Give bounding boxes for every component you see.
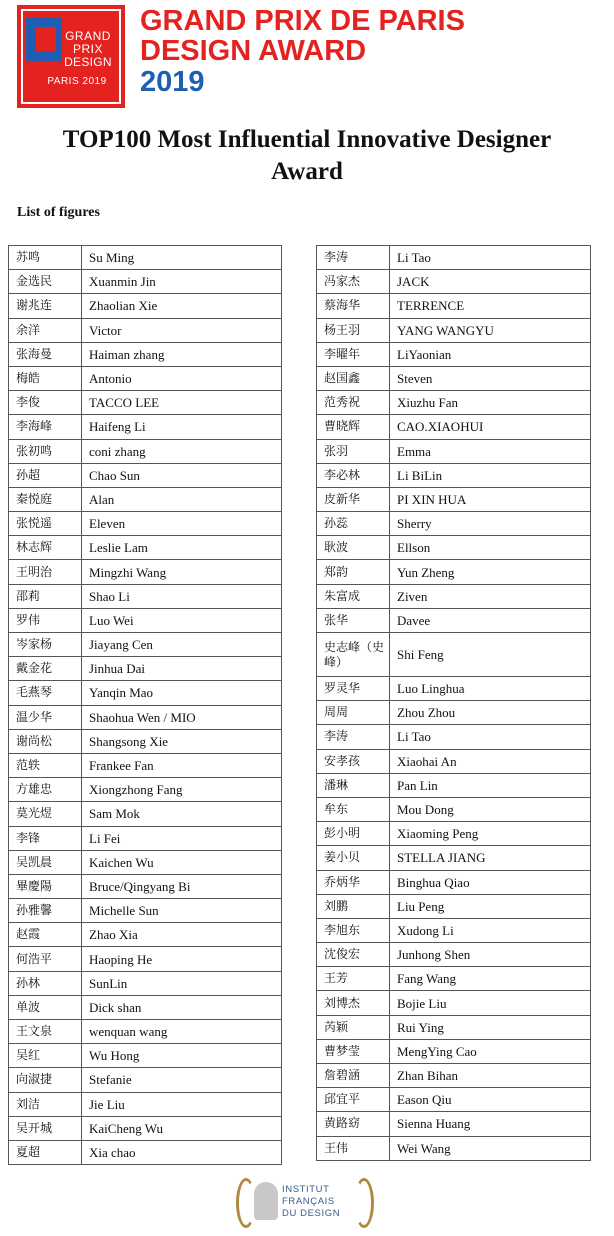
table-row	[9, 608, 282, 632]
table-row	[317, 560, 591, 584]
chinese-name-cell: 金选民	[9, 270, 82, 294]
chinese-name-cell: 李锋	[9, 826, 82, 850]
table-row	[317, 725, 591, 749]
table-row	[9, 923, 282, 947]
english-name-cell: Jinhua Dai	[82, 657, 282, 681]
table-row	[317, 967, 591, 991]
table-row	[9, 439, 282, 463]
table-row	[9, 584, 282, 608]
english-name-cell: Li Fei	[82, 826, 282, 850]
english-name-cell: Eleven	[82, 512, 282, 536]
chinese-name-cell: 何浩平	[9, 947, 82, 971]
laurel-right-icon	[354, 1178, 374, 1228]
chinese-name-cell: 王明治	[9, 560, 82, 584]
english-name-cell: JACK	[390, 270, 591, 294]
table-row	[9, 874, 282, 898]
english-name-cell: Zhao Xia	[82, 923, 282, 947]
table-row	[9, 536, 282, 560]
chinese-name-cell: 张初鸣	[9, 439, 82, 463]
table-row	[317, 1112, 591, 1136]
table-row	[9, 657, 282, 681]
chinese-name-cell: 曹晓辉	[317, 415, 390, 439]
chinese-name-cell: 吴开城	[9, 1116, 82, 1140]
award-title	[0, 124, 614, 188]
table-row	[317, 1015, 591, 1039]
english-name-cell: MengYing Cao	[390, 1039, 591, 1063]
chinese-name-cell: 莫光煜	[9, 802, 82, 826]
chinese-name-cell: 刘洁	[9, 1092, 82, 1116]
table-row	[9, 899, 282, 923]
chinese-name-cell: 张海曼	[9, 342, 82, 366]
table-row	[317, 246, 591, 270]
english-name-cell: Xia chao	[82, 1140, 282, 1164]
english-name-cell: Shi Feng	[390, 633, 591, 677]
table-row	[9, 318, 282, 342]
institut-francais-logo	[234, 1176, 384, 1228]
chinese-name-cell: 畢慶陽	[9, 874, 82, 898]
chinese-name-cell: 秦悦庭	[9, 487, 82, 511]
chinese-name-cell: 罗伟	[9, 608, 82, 632]
english-name-cell: Jie Liu	[82, 1092, 282, 1116]
chinese-name-cell: 温少华	[9, 705, 82, 729]
table-row	[9, 778, 282, 802]
table-row	[9, 270, 282, 294]
english-name-cell: Leslie Lam	[82, 536, 282, 560]
english-name-cell: Wu Hong	[82, 1044, 282, 1068]
table-row	[317, 366, 591, 390]
chinese-name-cell: 芮颖	[317, 1015, 390, 1039]
chinese-name-cell: 苏鸣	[9, 246, 82, 270]
english-name-cell: Kaichen Wu	[82, 850, 282, 874]
english-name-cell: CAO.XIAOHUI	[390, 415, 591, 439]
english-name-cell: PI XIN HUA	[390, 487, 591, 511]
english-name-cell: Zhaolian Xie	[82, 294, 282, 318]
english-name-cell: Haiman zhang	[82, 342, 282, 366]
english-name-cell: Alan	[82, 487, 282, 511]
chinese-name-cell: 范轶	[9, 753, 82, 777]
table-row	[9, 246, 282, 270]
table-row	[9, 294, 282, 318]
chinese-name-cell: 皮新华	[317, 487, 390, 511]
table-row	[9, 826, 282, 850]
table-row	[317, 773, 591, 797]
table-row	[317, 677, 591, 701]
table-row	[9, 342, 282, 366]
footer-text-francais: FRANÇAIS	[282, 1196, 335, 1207]
chinese-name-cell: 杨王羽	[317, 318, 390, 342]
table-row	[9, 705, 282, 729]
table-row	[9, 971, 282, 995]
table-row	[317, 608, 591, 632]
english-name-cell: Dick shan	[82, 995, 282, 1019]
english-name-cell: Li Tao	[390, 246, 591, 270]
english-name-cell: Shao Li	[82, 584, 282, 608]
english-name-cell: Chao Sun	[82, 463, 282, 487]
english-name-cell: Su Ming	[82, 246, 282, 270]
table-row	[9, 681, 282, 705]
english-name-cell: Eason Qiu	[390, 1088, 591, 1112]
table-row	[317, 749, 591, 773]
english-name-cell: Haoping He	[82, 947, 282, 971]
english-name-cell: Li BiLin	[390, 463, 591, 487]
chinese-name-cell: 张羽	[317, 439, 390, 463]
award-title-line-1: TOP100 Most Influential Innovative Designer	[62, 126, 552, 153]
bust-icon	[254, 1182, 278, 1220]
table-row	[317, 918, 591, 942]
chinese-name-cell: 彭小明	[317, 822, 390, 846]
table-row	[9, 753, 282, 777]
table-row	[317, 512, 591, 536]
table-row	[9, 1020, 282, 1044]
table-row	[9, 366, 282, 390]
table-row	[9, 1044, 282, 1068]
chinese-name-cell: 黄路窈	[317, 1112, 390, 1136]
table-row	[317, 415, 591, 439]
chinese-name-cell: 林志辉	[9, 536, 82, 560]
chinese-name-cell: 孙蕊	[317, 512, 390, 536]
chinese-name-cell: 范秀祝	[317, 391, 390, 415]
table-row	[9, 802, 282, 826]
table-row	[9, 850, 282, 874]
chinese-name-cell: 邵莉	[9, 584, 82, 608]
chinese-name-cell: 潘琳	[317, 773, 390, 797]
right-table-body	[317, 246, 591, 1161]
table-row	[317, 536, 591, 560]
english-name-cell: Victor	[82, 318, 282, 342]
chinese-name-cell: 戴金花	[9, 657, 82, 681]
english-name-cell: Haifeng Li	[82, 415, 282, 439]
table-row	[317, 846, 591, 870]
chinese-name-cell: 牟东	[317, 797, 390, 821]
chinese-name-cell: 谢兆连	[9, 294, 82, 318]
table-row	[317, 943, 591, 967]
table-row	[9, 1092, 282, 1116]
brand-line-2: DESIGN AWARD	[140, 35, 367, 68]
chinese-name-cell: 冯家杰	[317, 270, 390, 294]
chinese-name-cell: 毛燕琴	[9, 681, 82, 705]
table-row	[317, 1064, 591, 1088]
table-row	[317, 1039, 591, 1063]
chinese-name-cell: 刘博杰	[317, 991, 390, 1015]
chinese-name-cell: 李曜年	[317, 342, 390, 366]
english-name-cell: STELLA JIANG	[390, 846, 591, 870]
table-row	[9, 1140, 282, 1164]
chinese-name-cell: 孙林	[9, 971, 82, 995]
english-name-cell: Xiongzhong Fang	[82, 778, 282, 802]
english-name-cell: Rui Ying	[390, 1015, 591, 1039]
english-name-cell: Sienna Huang	[390, 1112, 591, 1136]
chinese-name-cell: 谢尚松	[9, 729, 82, 753]
chinese-name-cell: 吴红	[9, 1044, 82, 1068]
english-name-cell: coni zhang	[82, 439, 282, 463]
chinese-name-cell: 朱富成	[317, 584, 390, 608]
chinese-name-cell: 孙超	[9, 463, 82, 487]
chinese-name-cell: 赵国鑫	[317, 366, 390, 390]
table-row	[317, 270, 591, 294]
chinese-name-cell: 罗灵华	[317, 677, 390, 701]
chinese-name-cell: 王文泉	[9, 1020, 82, 1044]
footer-text-institut: INSTITUT	[282, 1184, 330, 1195]
chinese-name-cell: 王芳	[317, 967, 390, 991]
chinese-name-cell: 史志峰（史峰）	[317, 633, 390, 677]
table-row	[317, 991, 591, 1015]
logo-text-paris-year: PARIS 2019	[47, 76, 107, 87]
logo-text-prix: PRIX	[72, 42, 103, 56]
left-table-body	[9, 246, 282, 1165]
english-name-cell: Xiaoming Peng	[390, 822, 591, 846]
chinese-name-cell: 岑家杨	[9, 633, 82, 657]
table-row	[9, 463, 282, 487]
english-name-cell: Wei Wang	[390, 1136, 591, 1160]
table-row	[9, 512, 282, 536]
english-name-cell: Mou Dong	[390, 797, 591, 821]
english-name-cell: Liu Peng	[390, 894, 591, 918]
english-name-cell: TERRENCE	[390, 294, 591, 318]
english-name-cell: Ellson	[390, 536, 591, 560]
brand-line-1: GRAND PRIX DE PARIS	[140, 5, 465, 37]
english-name-cell: Antonio	[82, 366, 282, 390]
table-row	[317, 870, 591, 894]
gpd-logo	[17, 5, 125, 108]
award-title-line-2: Award	[271, 158, 343, 185]
english-name-cell: Xuanmin Jin	[82, 270, 282, 294]
chinese-name-cell: 曹梦莹	[317, 1039, 390, 1063]
english-name-cell: Shaohua Wen / MIO	[82, 705, 282, 729]
logo-text-grand: GRAND	[65, 29, 111, 43]
english-name-cell: Mingzhi Wang	[82, 560, 282, 584]
table-row	[9, 1068, 282, 1092]
chinese-name-cell: 张华	[317, 608, 390, 632]
table-row	[9, 947, 282, 971]
chinese-name-cell: 夏超	[9, 1140, 82, 1164]
table-row	[317, 797, 591, 821]
english-name-cell: Pan Lin	[390, 773, 591, 797]
english-name-cell: Shangsong Xie	[82, 729, 282, 753]
table-row	[317, 701, 591, 725]
chinese-name-cell: 郑韵	[317, 560, 390, 584]
chinese-name-cell: 詹碧涵	[317, 1064, 390, 1088]
english-name-cell: Bojie Liu	[390, 991, 591, 1015]
table-row	[317, 391, 591, 415]
english-name-cell: Zhou Zhou	[390, 701, 591, 725]
chinese-name-cell: 单波	[9, 995, 82, 1019]
chinese-name-cell: 赵霞	[9, 923, 82, 947]
english-name-cell: Li Tao	[390, 725, 591, 749]
table-row	[9, 415, 282, 439]
english-name-cell: Michelle Sun	[82, 899, 282, 923]
table-row	[317, 342, 591, 366]
brand-heading	[140, 6, 465, 97]
chinese-name-cell: 李必林	[317, 463, 390, 487]
english-name-cell: TACCO LEE	[82, 391, 282, 415]
footer-text-du-design: DU DESIGN	[282, 1208, 341, 1219]
chinese-name-cell: 李旭东	[317, 918, 390, 942]
chinese-name-cell: 向淑捷	[9, 1068, 82, 1092]
table-row	[9, 729, 282, 753]
english-name-cell: Luo Linghua	[390, 677, 591, 701]
table-row	[317, 822, 591, 846]
english-name-cell: Xudong Li	[390, 918, 591, 942]
english-name-cell: Jiayang Cen	[82, 633, 282, 657]
english-name-cell: Steven	[390, 366, 591, 390]
table-row	[9, 391, 282, 415]
english-name-cell: Yun Zheng	[390, 560, 591, 584]
chinese-name-cell: 梅皓	[9, 366, 82, 390]
english-name-cell: Davee	[390, 608, 591, 632]
chinese-name-cell: 沈俊宏	[317, 943, 390, 967]
table-row	[317, 439, 591, 463]
table-row	[317, 894, 591, 918]
chinese-name-cell: 李海峰	[9, 415, 82, 439]
chinese-name-cell: 方雄忠	[9, 778, 82, 802]
english-name-cell: Fang Wang	[390, 967, 591, 991]
chinese-name-cell: 蔡海华	[317, 294, 390, 318]
english-name-cell: Stefanie	[82, 1068, 282, 1092]
english-name-cell: Junhong Shen	[390, 943, 591, 967]
chinese-name-cell: 邱宜平	[317, 1088, 390, 1112]
chinese-name-cell: 乔炳华	[317, 870, 390, 894]
english-name-cell: Xiuzhu Fan	[390, 391, 591, 415]
table-row	[9, 995, 282, 1019]
table-row	[317, 294, 591, 318]
table-row	[317, 318, 591, 342]
chinese-name-cell: 余洋	[9, 318, 82, 342]
english-name-cell: SunLin	[82, 971, 282, 995]
table-row	[9, 1116, 282, 1140]
left-name-table	[8, 245, 282, 1165]
english-name-cell: Binghua Qiao	[390, 870, 591, 894]
english-name-cell: Sam Mok	[82, 802, 282, 826]
table-row	[317, 633, 591, 677]
english-name-cell: Luo Wei	[82, 608, 282, 632]
chinese-name-cell: 李涛	[317, 725, 390, 749]
chinese-name-cell: 周周	[317, 701, 390, 725]
table-row	[9, 633, 282, 657]
chinese-name-cell: 刘鹏	[317, 894, 390, 918]
english-name-cell: Sherry	[390, 512, 591, 536]
chinese-name-cell: 张悦遥	[9, 512, 82, 536]
english-name-cell: wenquan wang	[82, 1020, 282, 1044]
table-row	[317, 1088, 591, 1112]
english-name-cell: Frankee Fan	[82, 753, 282, 777]
table-row	[317, 463, 591, 487]
chinese-name-cell: 姜小贝	[317, 846, 390, 870]
chinese-name-cell: 李俊	[9, 391, 82, 415]
chinese-name-cell: 安孝孩	[317, 749, 390, 773]
list-label: List of figures	[17, 205, 100, 220]
english-name-cell: Bruce/Qingyang Bi	[82, 874, 282, 898]
laurel-left-icon	[236, 1178, 256, 1228]
english-name-cell: Ziven	[390, 584, 591, 608]
table-row	[9, 487, 282, 511]
english-name-cell: Yanqin Mao	[82, 681, 282, 705]
chinese-name-cell: 王伟	[317, 1136, 390, 1160]
chinese-name-cell: 孙雅馨	[9, 899, 82, 923]
english-name-cell: YANG WANGYU	[390, 318, 591, 342]
table-row	[317, 584, 591, 608]
logo-text-design: DESIGN	[64, 55, 112, 69]
english-name-cell: Zhan Bihan	[390, 1064, 591, 1088]
english-name-cell: Xiaohai An	[390, 749, 591, 773]
chinese-name-cell: 李涛	[317, 246, 390, 270]
brand-year: 2019	[140, 65, 205, 98]
right-name-table	[316, 245, 591, 1161]
table-row	[317, 1136, 591, 1160]
table-row	[317, 487, 591, 511]
chinese-name-cell: 耿波	[317, 536, 390, 560]
chinese-name-cell: 吴凯晨	[9, 850, 82, 874]
english-name-cell: LiYaonian	[390, 342, 591, 366]
english-name-cell: KaiCheng Wu	[82, 1116, 282, 1140]
table-row	[9, 560, 282, 584]
english-name-cell: Emma	[390, 439, 591, 463]
